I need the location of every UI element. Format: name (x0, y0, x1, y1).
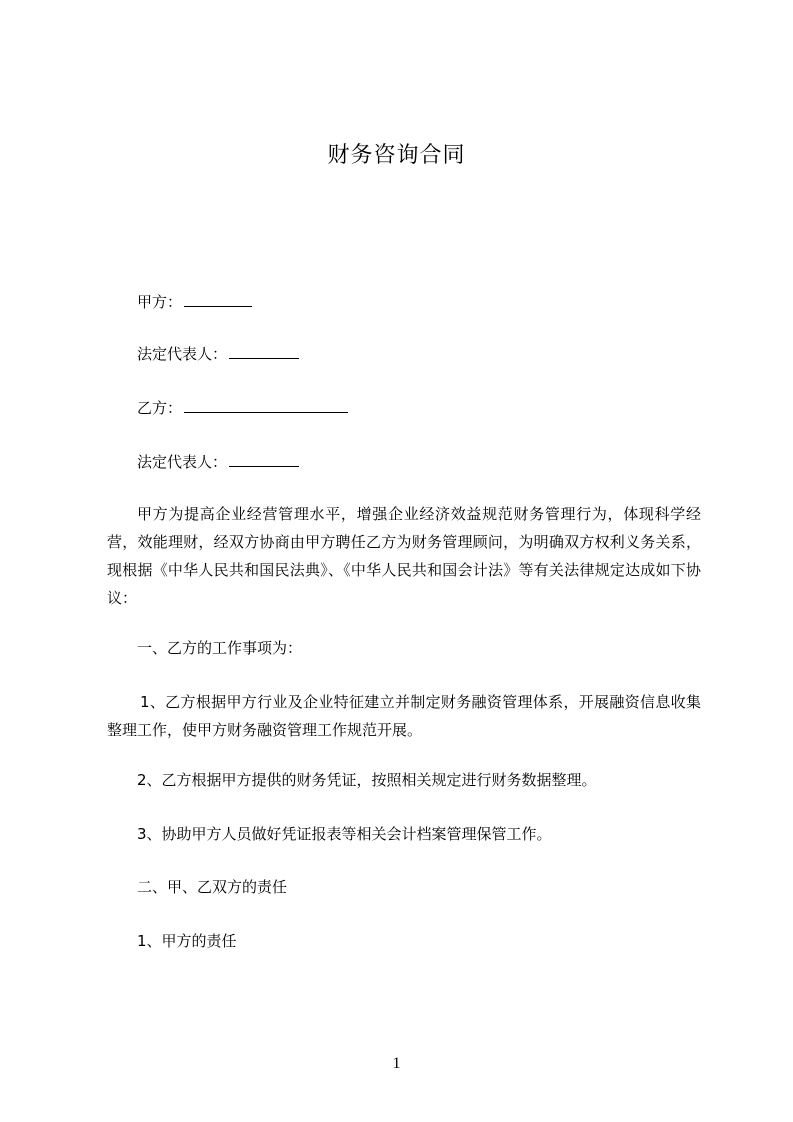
intro-paragraph: 甲方为提高企业经营管理水平，增强企业经济效益规范财务管理行为，体现科学经营，效能理财，经双方协商由甲方聘任乙方为财务管理顾问，为明确双方权利义务关系，现根据《中华人民共和国民法典》、《中华人民共和国会计法》等有关法律规定达成如下协议： (107, 505, 701, 607)
section-1-item-2: 2、乙方根据甲方提供的财务凭证，按照相关规定进行财务数据整理。 (137, 771, 597, 789)
party-b-line (137, 396, 348, 420)
party-a-label: 甲方： (137, 293, 183, 311)
party-a-rep-line (137, 342, 299, 366)
party-b-blank (184, 396, 348, 413)
section-2-item-1: 1、甲方的责任 (137, 932, 237, 950)
section-1-item-3: 3、协助甲方人员做好凭证报表等相关会计档案管理保管工作。 (137, 825, 552, 843)
document-title: 财务咨询合同 (327, 143, 466, 168)
party-b-rep-label: 法定代表人： (137, 453, 228, 471)
party-b-rep-blank (229, 450, 299, 467)
party-b-rep-line (137, 450, 299, 474)
party-a-line (137, 290, 252, 314)
party-a-blank (184, 290, 252, 307)
party-a-rep-blank (229, 342, 299, 359)
section-1-heading: 一、乙方的工作事项为： (137, 639, 303, 657)
party-a-rep-label: 法定代表人： (137, 345, 228, 363)
page-number: 1 (392, 1055, 401, 1072)
party-b-label: 乙方： (137, 399, 183, 417)
section-2-heading: 二、甲、乙双方的责任 (137, 878, 288, 896)
section-1-item-1: 1、乙方根据甲方行业及企业特征建立并制定财务融资管理体系，开展融资信息收集整理工作，使甲方财务融资管理工作规范开展。 (107, 693, 701, 739)
